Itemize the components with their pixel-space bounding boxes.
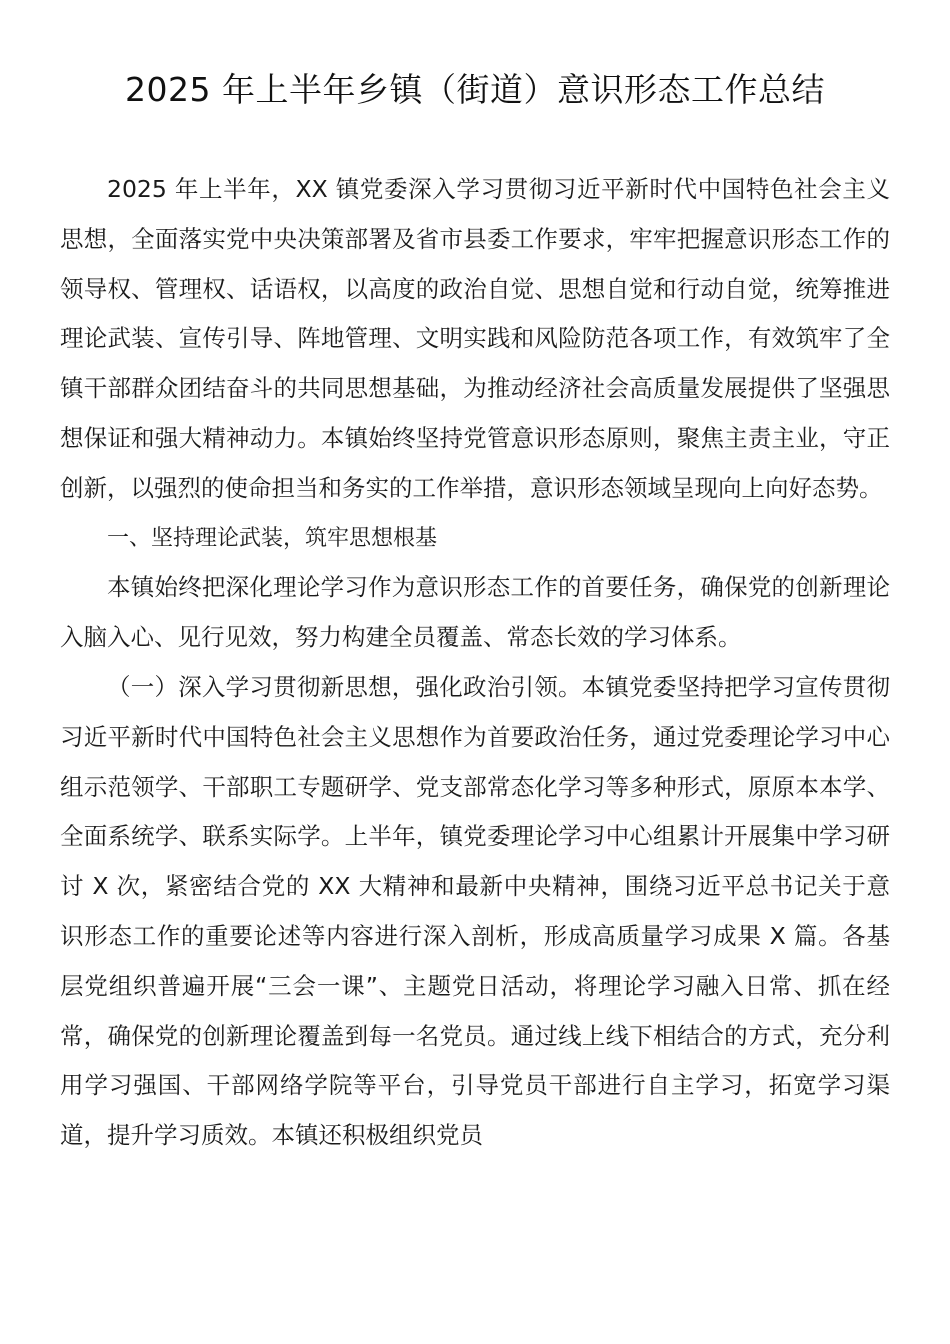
document-title: 2025 年上半年乡镇（街道）意识形态工作总结 [125,70,825,109]
intro-paragraph: 2025 年上半年，XX 镇党委深入学习贯彻习近平新时代中国特色社会主义思想，全面落实党中央决策部署及省市县委工作要求，牢牢把握意识形态工作的领导权、管理权、话语权，以高度的政治自觉、思想自觉和行动自觉，统筹推进理论武装、宣传引导、阵地管理、文明实践和风险防范各项工作，有效筑牢了全镇干部群众团结奋斗的共同思想基础，为推动经济社会高质量发展提供了坚强思想保证和强大精神动力。本镇始终坚持党管意识形态原则，聚焦主责主业，守正创新，以强烈的使命担当和务实的工作举措，意识形态领域呈现向上向好态势。 [60,175,890,502]
subsection-paragraph: （一）深入学习贯彻新思想，强化政治引领。本镇党委坚持把学习宣传贯彻习近平新时代中国特色社会主义思想作为首要政治任务，通过党委理论学习中心组示范领学、干部职工专题研学、党支部常态化学习等多种形式，原原本本学、全面系统学、联系实际学。上半年，镇党委理论学习中心组累计开展集中学习研讨 X 次，紧密结合党的 XX 大精神和最新中央精神，围绕习近平总书记关于意识形态工作的重要论述等内容进行深入剖析，形成高质量学习成果 X 篇。各基层党组织普遍开展“三会一课”、主题党日活动，将理论学习融入日常、抓在经常，确保党的创新理论覆盖到每一名党员。通过线上线下相结合的方式，充分利用学习强国、干部网络学院等平台，引导党员干部进行自主学习，拓宽学习渠道，提升学习质效。本镇还积极组织党员 [60,672,890,1150]
section-heading: 一、坚持理论武装，筑牢思想根基 [107,525,438,551]
section-intro-paragraph: 本镇始终把深化理论学习作为意识形态工作的首要任务，确保党的创新理论入脑入心、见行见效，努力构建全员覆盖、常态长效的学习体系。 [60,573,890,652]
document-body [60,165,890,1161]
